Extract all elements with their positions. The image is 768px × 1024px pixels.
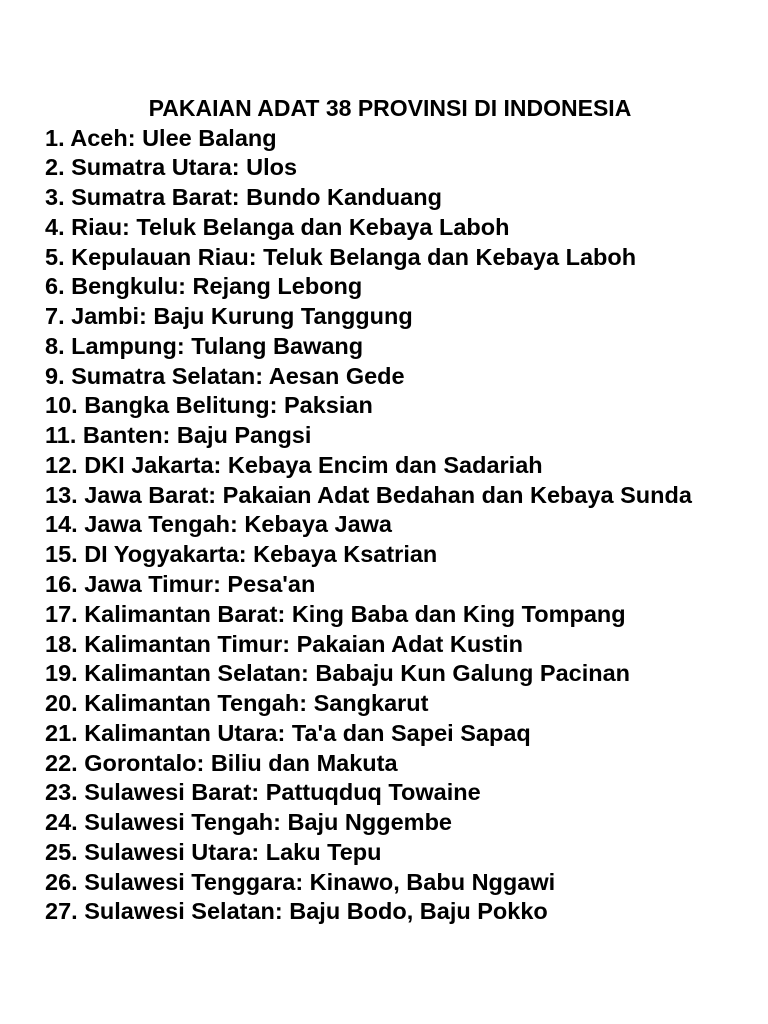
list-item: 22. Gorontalo: Biliu dan Makuta bbox=[45, 749, 398, 776]
list-item: 12. DKI Jakarta: Kebaya Encim dan Sadariah bbox=[45, 451, 543, 478]
list-item: 10. Bangka Belitung: Paksian bbox=[45, 392, 373, 419]
list-item: 8. Lampung: Tulang Bawang bbox=[45, 332, 364, 359]
list-item: 11. Banten: Baju Pangsi bbox=[45, 422, 312, 449]
list-item: 21. Kalimantan Utara: Ta'a dan Sapei Sapaq bbox=[45, 719, 531, 746]
list-item: 13. Jawa Barat: Pakaian Adat Bedahan dan Kebaya Sunda bbox=[45, 481, 692, 508]
list-item: 18. Kalimantan Timur: Pakaian Adat Kustin bbox=[45, 630, 523, 657]
list-item: 17. Kalimantan Barat: King Baba dan King Tompang bbox=[45, 600, 626, 627]
list-item: 9. Sumatra Selatan: Aesan Gede bbox=[45, 362, 405, 389]
list-item: 27. Sulawesi Selatan: Baju Bodo, Baju Pokko bbox=[45, 898, 548, 925]
list-item: 6. Bengkulu: Rejang Lebong bbox=[45, 273, 363, 300]
list-item: 14. Jawa Tengah: Kebaya Jawa bbox=[45, 511, 393, 538]
list-item: 20. Kalimantan Tengah: Sangkarut bbox=[45, 690, 429, 717]
list-item: 1. Aceh: Ulee Balang bbox=[45, 124, 277, 151]
list-item: 3. Sumatra Barat: Bundo Kanduang bbox=[45, 184, 442, 211]
list-item: 7. Jambi: Baju Kurung Tanggung bbox=[45, 303, 413, 330]
list-item: 19. Kalimantan Selatan: Babaju Kun Galung Pacinan bbox=[45, 660, 631, 687]
list-item: 4. Riau: Teluk Belanga dan Kebaya Laboh bbox=[45, 213, 510, 240]
list-item: 5. Kepulauan Riau: Teluk Belanga dan Kebaya Laboh bbox=[45, 243, 637, 270]
list-item: 2. Sumatra Utara: Ulos bbox=[45, 154, 298, 181]
list-item: 26. Sulawesi Tenggara: Kinawo, Babu Nggawi bbox=[45, 868, 556, 895]
province-list bbox=[45, 124, 692, 928]
list-item: 23. Sulawesi Barat: Pattuqduq Towaine bbox=[45, 779, 481, 806]
list-item: 16. Jawa Timur: Pesa'an bbox=[45, 570, 316, 597]
list-item: 24. Sulawesi Tengah: Baju Nggembe bbox=[45, 809, 452, 836]
document-title: PAKAIAN ADAT 38 PROVINSI DI INDONESIA bbox=[148, 95, 632, 121]
list-item: 15. DI Yogyakarta: Kebaya Ksatrian bbox=[45, 541, 438, 568]
list-item: 25. Sulawesi Utara: Laku Tepu bbox=[45, 838, 382, 865]
